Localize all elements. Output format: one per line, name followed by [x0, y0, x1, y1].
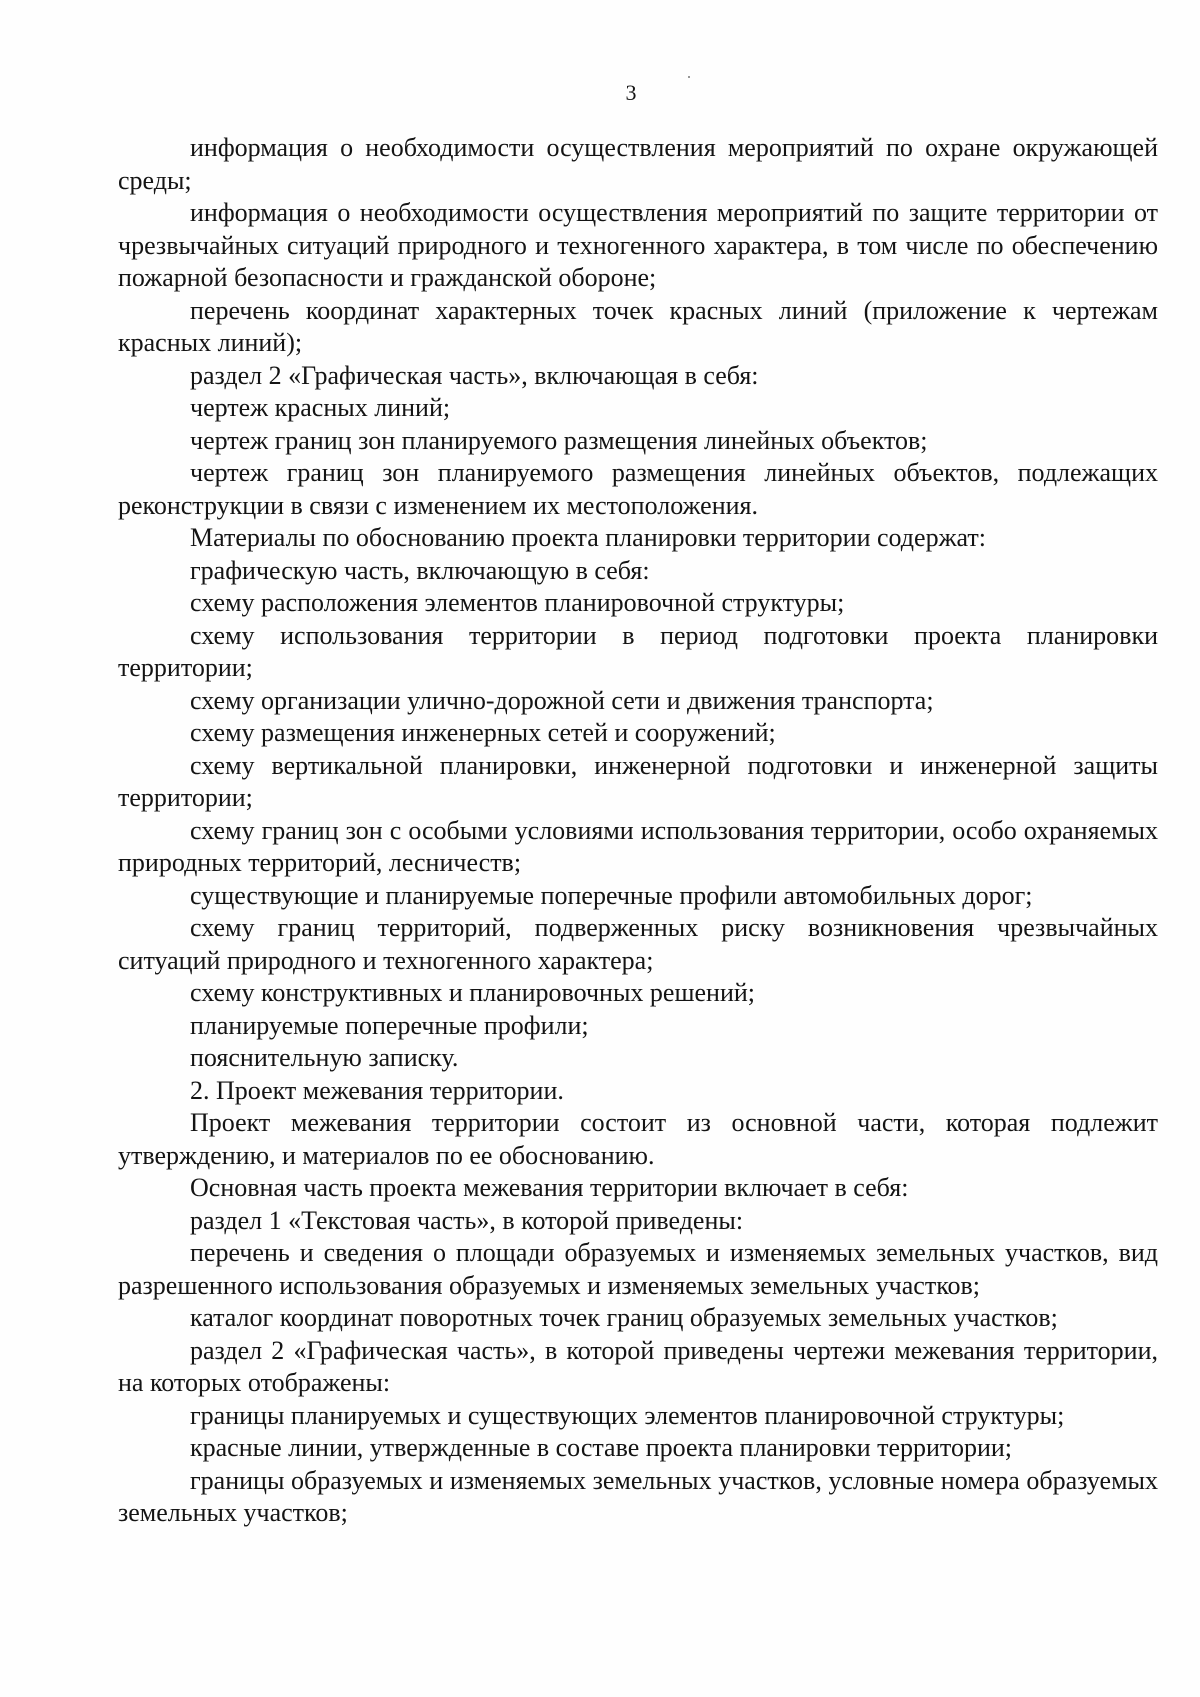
document-body	[118, 132, 1158, 1530]
paragraph: перечень и сведения о площади образуемых и изменяемых земельных участков, вид разрешенного использования образуемых и изменяемых земельных участков;	[118, 1238, 1158, 1300]
paragraph: пояснительную записку.	[190, 1043, 459, 1072]
paragraph: планируемые поперечные профили;	[190, 1010, 589, 1040]
paragraph: схему организации улично-дорожной сети и движения транспорта;	[190, 685, 934, 715]
paragraph: чертеж границ зон планируемого размещения линейных объектов, подлежащих реконструкции в связи с изменением их местоположения.	[118, 458, 1158, 520]
paragraph: границы планируемых и существующих элементов планировочной структуры;	[190, 1400, 1065, 1430]
paragraph: Проект межевания территории состоит из основной части, которая подлежит утверждению, и материалов по ее обоснованию.	[118, 1108, 1158, 1170]
paragraph: схему конструктивных и планировочных решений;	[190, 978, 755, 1007]
paragraph: красные линии, утвержденные в составе проекта планировки территории;	[190, 1433, 1012, 1462]
paragraph: чертеж границ зон планируемого размещения линейных объектов;	[190, 425, 928, 455]
paragraph: информация о необходимости осуществления мероприятий по охране окружающей среды;	[118, 133, 1158, 195]
paragraph: раздел 2 «Графическая часть», включающая в себя:	[190, 360, 759, 390]
paragraph: схему размещения инженерных сетей и сооружений;	[190, 718, 776, 747]
paragraph: схему расположения элементов планировочной структуры;	[190, 588, 845, 617]
paragraph: Материалы по обоснованию проекта планировки территории содержат:	[190, 523, 986, 552]
paragraph: каталог координат поворотных точек границ образуемых земельных участков;	[190, 1303, 1058, 1332]
paragraph: раздел 2 «Графическая часть», в которой приведены чертежи межевания территории, на которых отображены:	[118, 1335, 1158, 1397]
scan-speck	[688, 76, 690, 78]
paragraph: схему использования территории в период подготовки проекта планировки территории;	[118, 620, 1158, 682]
paragraph: схему границ зон с особыми условиями использования территории, особо охраняемых природных территорий, лесничеств;	[118, 815, 1158, 877]
paragraph: границы образуемых и изменяемых земельных участков, условные номера образуемых земельных участков;	[118, 1465, 1158, 1527]
paragraph: схему границ территорий, подверженных риску возникновения чрезвычайных ситуаций природного и техногенного характера;	[118, 913, 1158, 975]
paragraph: информация о необходимости осуществления мероприятий по защите территории от чрезвычайных ситуаций природного и техногенного характера, в том числе по обеспечению пожарной безопасности и гражданской обороне;	[118, 198, 1158, 292]
paragraph: чертеж красных линий;	[190, 393, 451, 422]
paragraph: схему вертикальной планировки, инженерной подготовки и инженерной защиты территории;	[118, 750, 1158, 812]
paragraph: перечень координат характерных точек красных линий (приложение к чертежам красных линий);	[118, 295, 1158, 357]
paragraph: существующие и планируемые поперечные профили автомобильных дорог;	[190, 880, 1033, 910]
page-number: 3	[625, 80, 637, 105]
paragraph: раздел 1 «Текстовая часть», в которой приведены:	[190, 1205, 744, 1235]
paragraph: 2. Проект межевания территории.	[190, 1075, 564, 1105]
paragraph: Основная часть проекта межевания территории включает в себя:	[190, 1173, 909, 1202]
paragraph: графическую часть, включающую в себя:	[190, 555, 650, 585]
